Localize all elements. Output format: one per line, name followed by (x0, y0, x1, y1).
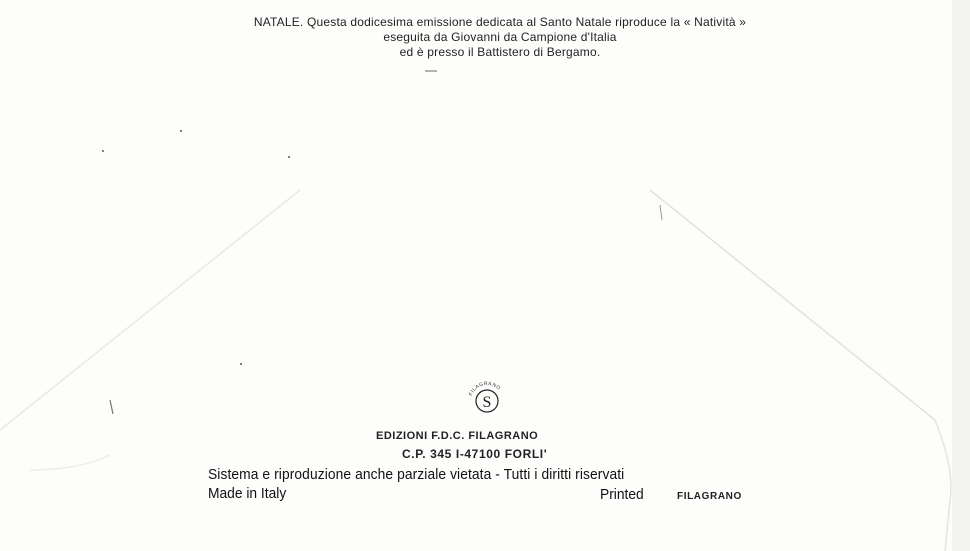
made-in-italy: Made in Italy (208, 485, 287, 502)
paper-speck (102, 150, 104, 152)
printed-label: Printed (600, 486, 644, 503)
filagrano-logo-icon (466, 380, 508, 422)
rights-notice: Sistema e riproduzione anche parziale vietata - Tutti i diritti riservati (208, 466, 625, 483)
description-line-2: eseguita da Giovanni da Campione d'Italia (383, 30, 617, 44)
paper-speck (180, 130, 182, 132)
publisher-name: EDIZIONI F.D.C. FILAGRANO (376, 430, 539, 442)
paper-speck (240, 363, 242, 365)
paper-speck (288, 156, 290, 158)
description-line-3: ed è presso il Battistero di Bergamo. (399, 45, 601, 59)
logo-ring-text: FILAGRANO (468, 380, 502, 397)
description-line-1: NATALE. Questa dodicesima emissione dedicata al Santo Natale riproduce la « Natività » (253, 15, 747, 29)
stamp-description (150, 15, 850, 60)
logo-letter: S (482, 394, 492, 411)
printed-brand: FILAGRANO (677, 491, 742, 502)
publisher-address: C.P. 345 I-47100 FORLI' (402, 447, 548, 461)
